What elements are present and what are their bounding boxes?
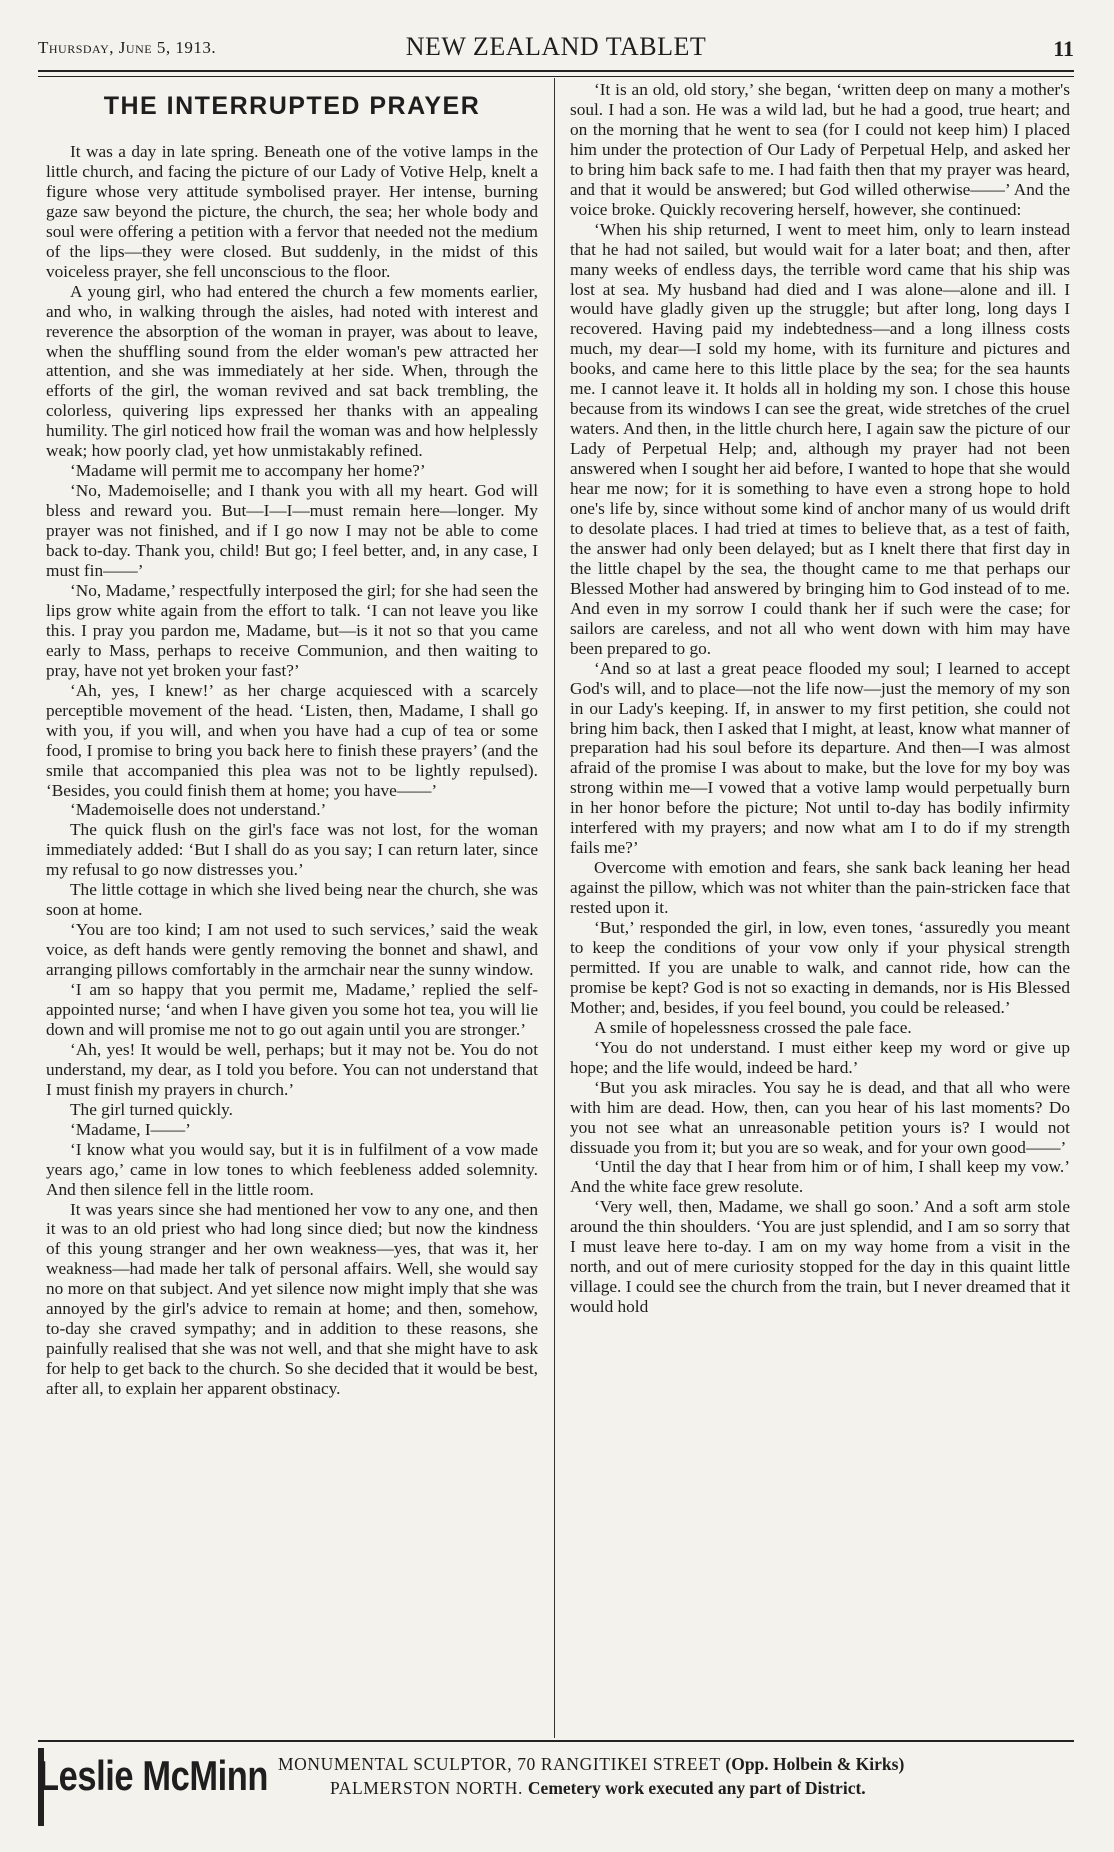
right-column [570,80,1070,1732]
paragraph: A smile of hopelessness crossed the pale face. [594,1017,912,1037]
paragraph: ‘It is an old, old story,’ she began, ‘written deep on many a mother's soul. I had a son. He was a wild lad, but he had a good, true heart; and on the morning that he went to sea (for I could not keep him) I placed him under the protection of Our Lady of Perpetual Help, and asked her to bring him back safe to me. I had faith then that my prayer was heard, and that it would be answered; but God willed otherwise——’ And the voice broke. Quickly recovering herself, however, she continued: [570,80,1070,219]
column-divider [554,78,555,1738]
left-column [46,80,538,1732]
paragraph: It was a day in late spring. Beneath one of the votive lamps in the little church, and facing the picture of our Lady of Votive Help, knelt a figure whose very attitude symbolised prayer. Her intense, burning gaze saw beyond the picture, the church, the sea; her whole body and soul were offering a petition with a fervor that needed not the medium of the lips—they were closed. But suddenly, in the midst of this voiceless prayer, she fell unconscious to the floor. [46,142,538,281]
ad-address-line [278,1754,1074,1775]
paragraph: ‘No, Madame,’ respectfully interposed the girl; for she had seen the lips grow white again from the effort to talk. ‘I can not leave you like this. I pray you pardon me, Madame, but—is it not so that you came early to Mass, perhaps to receive Communion, and then waiting to pray, have not yet broken your fast?’ [46,580,538,680]
article-title: THE INTERRUPTED PRAYER [103,92,481,120]
ad-address: MONUMENTAL SCULPTOR, 70 RANGITIKEI STREET [278,1754,721,1774]
paragraph: ‘No, Mademoiselle; and I thank you with all my heart. God will bless and reward you. But—I—I—must remain here—longer. My prayer was not finished, and if I go now I may not be able to come back to-day. Thank you, child! But go; I feel better, and, in any case, I must fin——’ [46,481,538,581]
footer-rule [38,1740,1074,1742]
paragraph: ‘You are too kind; I am not used to such services,’ said the weak voice, as deft hands were gently removing the bonnet and shawl, and arranging pillows comfortably in the armchair near the sunny window. [46,920,538,980]
paragraph: ‘You do not understand. I must either keep my word or give up hope; and the life would, indeed be hard.’ [570,1037,1070,1077]
advertiser-name: Leslie McMinn [38,1752,269,1799]
issue-date: Thursday, June 5, 1913. [38,38,217,57]
paragraph: It was years since she had mentioned her vow to any one, and then it was to an old priest who had long since died; but now the kindness of this young stranger and her own weakness—yes, that was it, her weakness—had made her talk of personal affairs. Well, she would say no more on that subject. And yet silence now might imply that she was annoyed by the girl's advice to remain at home; and then, somehow, to-day she craved sympathy; and in addition to these reasons, she painfully realised that she was not well, and that she might have to ask for help to get back to the church. So she decided that it would be best, after all, to explain her apparent obstinacy. [46,1199,538,1399]
paragraph: The girl turned quickly. [70,1099,234,1119]
paragraph: ‘I know what you would say, but it is in fulfilment of a vow made years ago,’ came in low tones to which feebleness added solemnity. And then silence fell in the little room. [46,1139,538,1199]
page-number: 11 [1053,36,1074,61]
paragraph: ‘And so at last a great peace flooded my soul; I learned to accept God's will, and to place—not the life now—just the memory of my son in our Lady's keeping. If, in answer to my first petition, she could not bring him back, then I asked that I might, at least, know what manner of preparation had his soul before its departure. And then—I was almost afraid of the promise I was about to make, but the love for my boy was strong within me—I vowed that a votive lamp would perpetually burn in her honor before the picture; Not until to-day has bodily infirmity interfered with my prayers; and now what am I to do if my strength fails me?’ [570,658,1070,858]
paragraph: The quick flush on the girl's face was not lost, for the woman immediately added: ‘But I shall do as you say; I can return later, since my refusal to go now distresses you.’ [46,820,538,880]
paragraph: ‘Madame will permit me to accompany her home?’ [70,461,426,481]
running-header [38,32,1074,66]
ad-city-line [330,1778,1074,1799]
ad-city: PALMERSTON NORTH. [330,1778,523,1798]
paragraph: ‘Very well, then, Madame, we shall go soon.’ And a soft arm stole around the thin shoulders. ‘You are just splendid, and I am so sorry that I must leave here to-day. I am on my way home from a visit in the north, and out of mere curiosity stopped for the day in this quaint little village. I could see the church from the train, but I never dreamed that it would hold [570,1197,1070,1317]
paragraph: ‘Madame, I——’ [70,1119,191,1139]
paragraph: ‘Ah, yes! It would be well, perhaps; but it may not be. You do not understand, my dear, as I told you before. You can not understand that I must finish my prayers in church.’ [46,1039,538,1099]
header-rule [38,70,1074,77]
advertisement [38,1748,1074,1828]
ad-address-note: (Opp. Holbein & Kirks) [725,1754,905,1774]
paragraph: ‘But,’ responded the girl, in low, even tones, ‘assuredly you meant to keep the conditions of your vow only if your physical strength permitted. If you are unable to walk, and cannot ride, how can the promise be kept? God is not so exacting in demands, nor is His Blessed Mother; and, besides, if you feel bound, you could be released.’ [570,918,1070,1017]
paragraph: ‘When his ship returned, I went to meet him, only to learn instead that he had not sailed, but would wait for a later boat; and then, after many weeks of endless days, the terrible word came that his ship was lost at sea. My husband had died and I was alone—alone and ill. I would have gladly given up the struggle; but after long, long days I recovered. Having paid my indebtedness—and a long illness costs much, my dear—I sold my home, with its furniture and pictures and books, and came here to this little place by the sea; for the sea haunts me. I cannot leave it. It holds all in holding my son. I chose this house because from its windows I can see the great, wide stretches of the cruel waters. And then, in the little church here, I again saw the picture of our Lady of Perpetual Help; and, although my prayer had not been answered when I sought her aid before, I wanted to hope that she would hear me now; for it is something to have even a strong hope to hold one's life by, since without some kind of anchor many of us would drift to desolate places. I had tried at times to believe that, as a test of faith, the answer had only been delayed; but as I knelt there that first day in the little chapel by the sea, the thought came to me that perhaps our Blessed Mother had answered by bringing him to God instead of to me. And even in my sorrow I could thank her if such were the case; for sailors are careless, and not all who went down with him may have been prepared to go. [570,219,1070,658]
paragraph: ‘Mademoiselle does not understand.’ [70,800,327,820]
paragraph: ‘Ah, yes, I knew!’ as her charge acquiesced with a scarcely perceptible movement of the head. ‘Listen, then, Madame, I shall go with you, if you will, and when you have had a cup of tea or some food, I promise to bring you back here to finish these prayers’ (and the smile that accompanied this plea was not to be lightly repulsed). ‘Besides, you could finish them at home; you have——’ [46,680,538,800]
paragraph: Overcome with emotion and fears, she sank back leaning her head against the pillow, which was not whiter than the pain-stricken face that rested upon it. [570,858,1070,918]
paragraph: The little cottage in which she lived being near the church, she was soon at home. [46,880,538,920]
paragraph: ‘But you ask miracles. You say he is dead, and that all who were with him are dead. How, then, can you hear of his last moments? Do you not see what an unreasonable petition yours is? I would not dissuade you from it; but you are so weak, and for your own good——’ [570,1077,1070,1157]
paragraph: ‘Until the day that I hear from him or of him, I shall keep my vow.’ And the white face grew resolute. [570,1157,1070,1197]
paragraph: A young girl, who had entered the church a few moments earlier, and who, in walking through the aisles, had noted with interest and reverence the absorption of the woman in prayer, was about to leave, when the shuffling sound from the elder woman's pew attracted her attention, and she was immediately at her side. When, through the efforts of the girl, the woman revived and sat back trembling, the colorless, quivering lips expressed her thanks with an appealing humility. The girl noticed how frail the woman was and how helplessly weak; how poorly clad, yet how unmistakably refined. [46,281,538,461]
ad-service-note: Cemetery work executed any part of District. [527,1778,866,1798]
publication-title: NEW ZEALAND TABLET [405,32,707,61]
paragraph: ‘I am so happy that you permit me, Madame,’ replied the self-appointed nurse; ‘and when I have given you some hot tea, you will lie down and will promise me not to go out again until you are stronger.’ [46,980,538,1039]
